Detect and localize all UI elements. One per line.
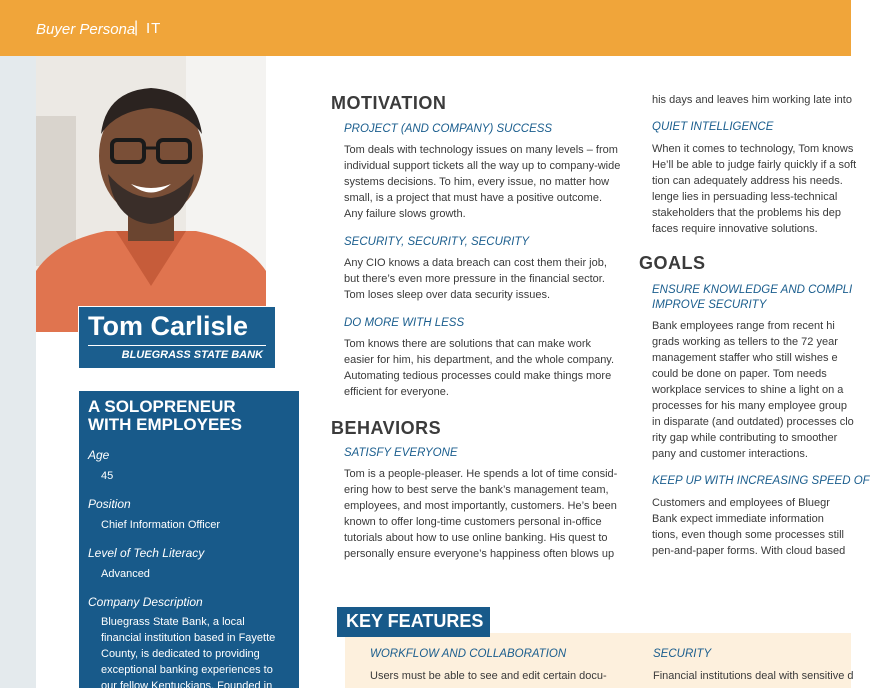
behavior-item-text: Tom is a people-pleaser. He spends a lot of time consid- ering how to best serve the bank’s management team, employees, and most importantly, customers. He’s been known to offer long-time customers personal in-office tutorials about how to use online banking. His quest to personally ensure everyone’s happiness often blows up: [344, 468, 618, 560]
motivation-item-text: Tom deals with technology issues on many levels – from individual support tickets all the way up to company-wide systems decisions. To him, every issue, no matter how small, is a project that must have a positive outcome. Any failure slows growth.: [344, 144, 621, 220]
persona-portrait-illustration: [36, 56, 266, 332]
motivation-item-text: Tom knows there are solutions that can make work easier for him, his department, and the whole company. Automating tedious processes could make things more efficient for everyone.: [344, 338, 615, 398]
persona-name-card: [78, 306, 275, 368]
key-feature-text: Users must be able to see and edit certain docu-: [370, 670, 607, 682]
header-separator: |: [134, 19, 139, 36]
key-feature-text: Financial institutions deal with sensitive d: [653, 670, 854, 682]
goal-item-text: Customers and employees of Bluegr Bank expect immediate information tions, even though some processes still pen-and-paper forms. With cloud based: [652, 497, 846, 557]
goal-item-title: ENSURE KNOWLEDGE AND COMPLI IMPROVE SECURITY: [652, 284, 853, 311]
motivation-heading: MOTIVATION: [331, 93, 447, 113]
position-value: Chief Information Officer: [101, 519, 221, 531]
goals-heading: GOALS: [639, 253, 706, 273]
tech-literacy-value: Advanced: [101, 568, 150, 580]
doc-type: Buyer Persona: [36, 21, 136, 38]
motivation-item-text: Any CIO knows a data breach can cost them their job, but there’s even more pressure in the financial sector. Tom loses sleep over data security issues.: [344, 257, 607, 301]
goal-item-title: KEEP UP WITH INCREASING SPEED OF: [652, 475, 870, 487]
key-feature-title: WORKFLOW AND COLLABORATION: [370, 648, 567, 660]
persona-details-panel: [79, 391, 299, 692]
tech-literacy-label: Level of Tech Literacy: [88, 546, 205, 560]
goal-item-text: Bank employees range from recent hi grads working as tellers to the 72 year management staffer who still wishes e could be done on paper. Tom needs workplace services to shine a light on a processes for his many employee group in disparate (and outdated) processes clo rity gap while contributing to smoother pany and customer interactions.: [652, 320, 854, 460]
key-feature-title: SECURITY: [653, 648, 712, 660]
persona-photo: [36, 56, 266, 332]
age-value: 45: [101, 470, 114, 482]
department-label: IT: [146, 20, 162, 37]
continued-text: his days and leaves him working late into: [652, 94, 852, 106]
persona-name: Tom Carlisle: [88, 311, 249, 341]
quiet-intelligence-title: QUIET INTELLIGENCE: [652, 121, 774, 133]
motivation-item-title: SECURITY, SECURITY, SECURITY: [344, 236, 530, 248]
behaviors-heading: BEHAVIORS: [331, 418, 442, 438]
motivation-item-title: DO MORE WITH LESS: [344, 317, 465, 329]
position-label: Position: [88, 497, 131, 511]
age-label: Age: [88, 448, 110, 462]
persona-tagline: A SOLOPRENEUR WITH EMPLOYEES: [88, 397, 242, 434]
left-strip: [0, 56, 36, 688]
persona-organization: BLUEGRASS STATE BANK: [121, 349, 263, 361]
quiet-intelligence-text: When it comes to technology, Tom knows He’ll be able to judge fairly quickly if a soft tion can adequately address his needs. lenge lies in persuading less-technical stakeholders that the problems his dep faces require innovative solutions.: [652, 143, 857, 235]
name-divider: [88, 345, 266, 346]
key-features-heading: KEY FEATURES: [337, 607, 490, 637]
behavior-item-title: SATISFY EVERYONE: [344, 447, 458, 459]
company-description-label: Company Description: [88, 595, 203, 609]
motivation-item-title: PROJECT (AND COMPANY) SUCCESS: [344, 123, 553, 135]
company-description-value: Bluegrass State Bank, a local financial institution based in Fayette County, is dedicated to providing exceptional banking experiences to our fellow Kentuckians. Founded in: [101, 616, 276, 692]
right-column: [639, 56, 870, 688]
header-bar: [0, 0, 851, 56]
